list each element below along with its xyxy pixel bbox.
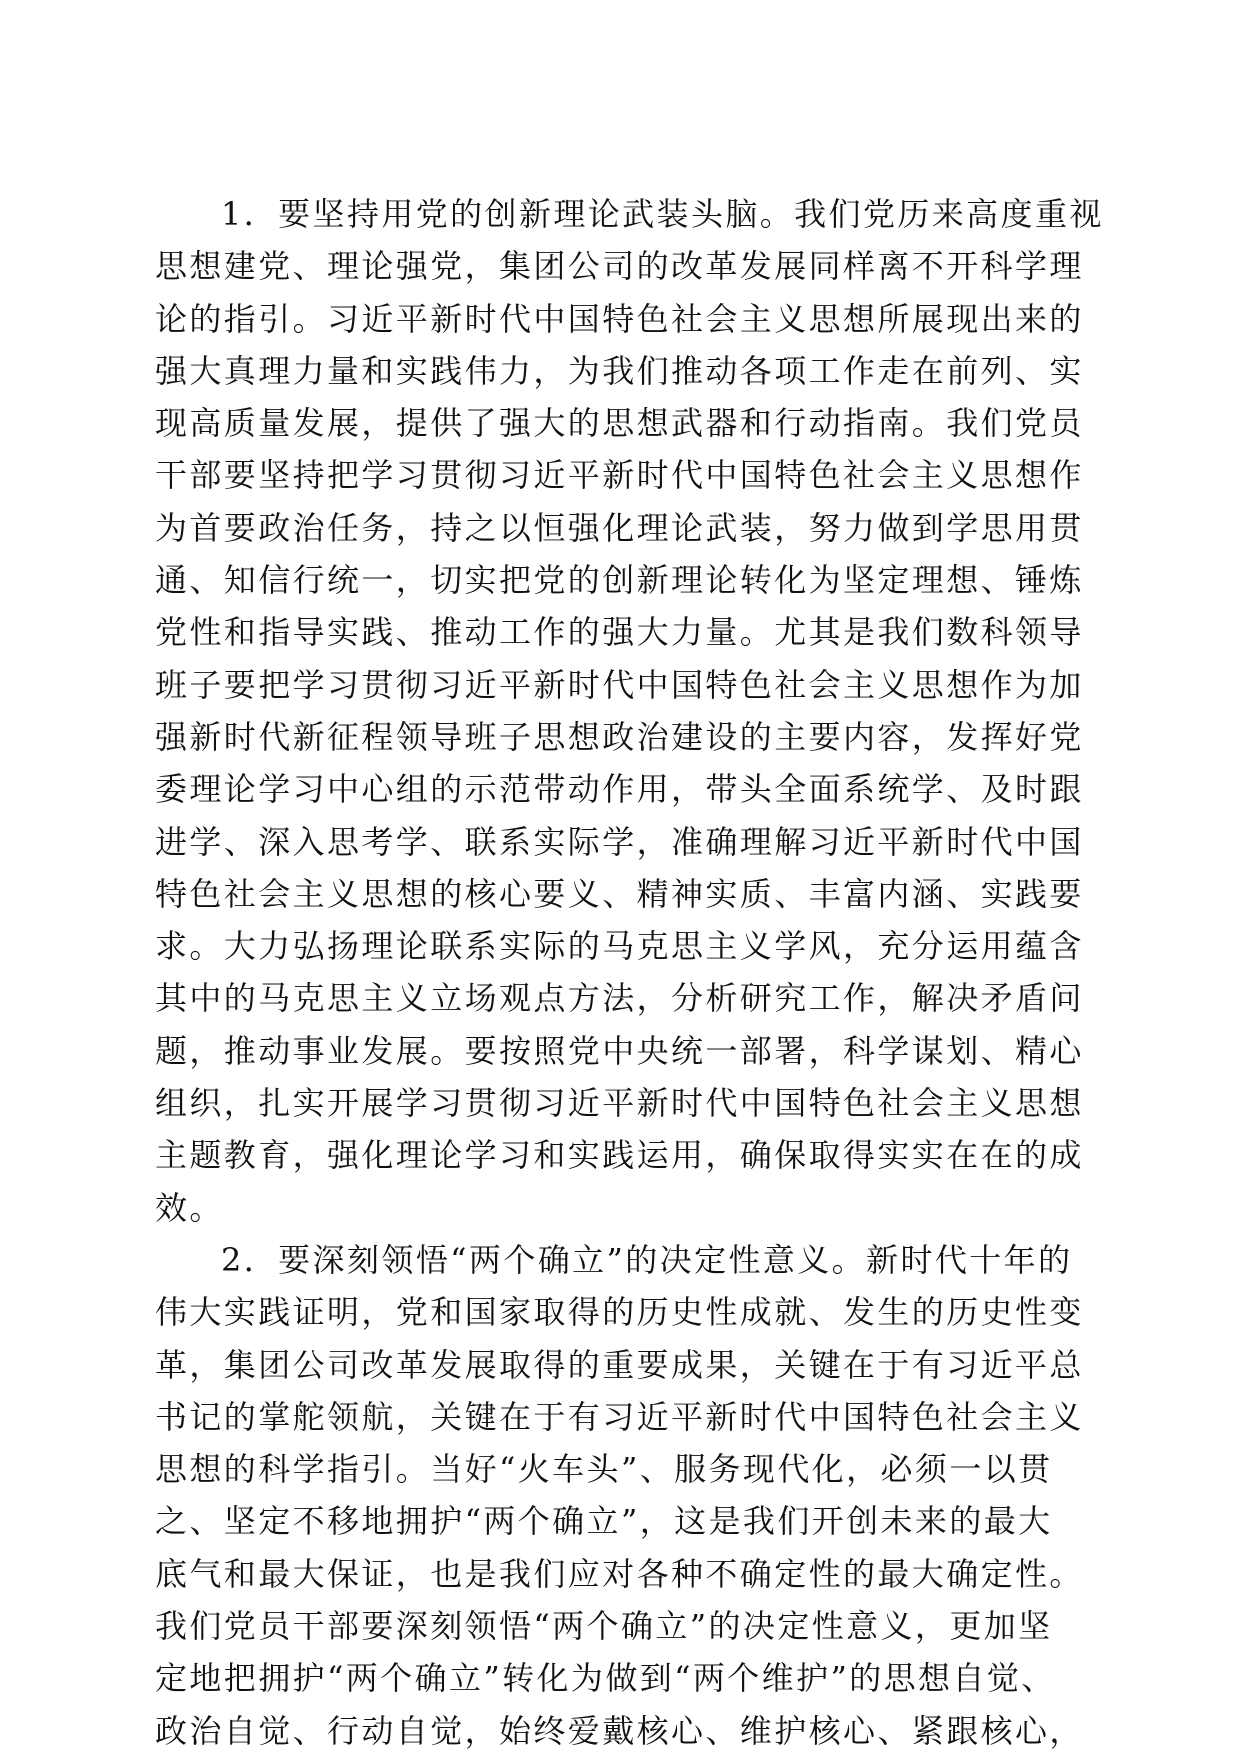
paragraph-p1 [155, 188, 1104, 1234]
text-line: 效。 [155, 1188, 224, 1227]
text-line: 我们党员干部要深刻领悟“两个确立”的决定性意义，更加坚 [155, 1607, 1053, 1646]
paragraph-p2 [155, 1234, 1095, 1757]
text-line: 1．要坚持用党的创新理论武装头脑。我们党历来高度重视 [221, 195, 1104, 233]
text-line: 进学、深入思考学、联系实际学，准确理解习近平新时代中国 [155, 822, 1084, 861]
text-line: 书记的掌舵领航，关键在于有习近平新时代中国特色社会主义 [155, 1397, 1084, 1436]
text-line: 定地把拥护“两个确立”转化为做到“两个维护”的思想自觉、 [155, 1659, 1056, 1698]
text-line: 思想建党、理论强党，集团公司的改革发展同样离不开科学理 [155, 247, 1084, 286]
text-line: 题，推动事业发展。要按照党中央统一部署，科学谋划、精心 [155, 1031, 1084, 1070]
text-line: 2．要深刻领悟“两个确立”的决定性意义。新时代十年的 [221, 1240, 1073, 1279]
text-line: 党性和指导实践、推动工作的强大力量。尤其是我们数科领导 [155, 613, 1084, 652]
text-line: 之、坚定不移地拥护“两个确立”，这是我们开创未来的最大 [155, 1502, 1053, 1541]
text-line: 班子要把学习贯彻习近平新时代中国特色社会主义思想作为加 [155, 665, 1084, 704]
text-line: 委理论学习中心组的示范带动作用，带头全面系统学、及时跟 [155, 770, 1084, 809]
text-line: 论的指引。习近平新时代中国特色社会主义思想所展现出来的 [155, 299, 1084, 338]
text-line: 干部要坚持把学习贯彻习近平新时代中国特色社会主义思想作 [155, 456, 1084, 495]
body-text [155, 188, 1104, 1757]
text-line: 求。大力弘扬理论联系实际的马克思主义学风，充分运用蕴含 [155, 927, 1084, 966]
text-line: 政治自觉、行动自觉，始终爱戴核心、维护核心、紧跟核心， [155, 1711, 1084, 1750]
text-line: 革，集团公司改革发展取得的重要成果，关键在于有习近平总 [155, 1345, 1084, 1384]
text-line: 特色社会主义思想的核心要义、精神实质、丰富内涵、实践要 [155, 874, 1084, 913]
text-line: 强大真理力量和实践伟力，为我们推动各项工作走在前列、实 [155, 351, 1084, 390]
text-line: 组织，扎实开展学习贯彻习近平新时代中国特色社会主义思想 [155, 1084, 1084, 1123]
text-line: 主题教育，强化理论学习和实践运用，确保取得实实在在的成 [155, 1136, 1084, 1175]
text-line: 为首要政治任务，持之以恒强化理论武装，努力做到学思用贯 [155, 508, 1084, 547]
text-line: 强新时代新征程领导班子思想政治建设的主要内容，发挥好党 [155, 717, 1084, 756]
text-line: 通、知信行统一，切实把党的创新理论转化为坚定理想、锤炼 [155, 561, 1084, 600]
text-line: 底气和最大保证，也是我们应对各种不确定性的最大确定性。 [155, 1554, 1084, 1593]
text-line: 现高质量发展，提供了强大的思想武器和行动指南。我们党员 [155, 404, 1084, 443]
text-line: 伟大实践证明，党和国家取得的历史性成就、发生的历史性变 [155, 1293, 1084, 1332]
text-line: 思想的科学指引。当好“火车头”、服务现代化，必须一以贯 [155, 1450, 1053, 1489]
text-line: 其中的马克思主义立场观点方法，分析研究工作，解决矛盾问 [155, 979, 1084, 1018]
